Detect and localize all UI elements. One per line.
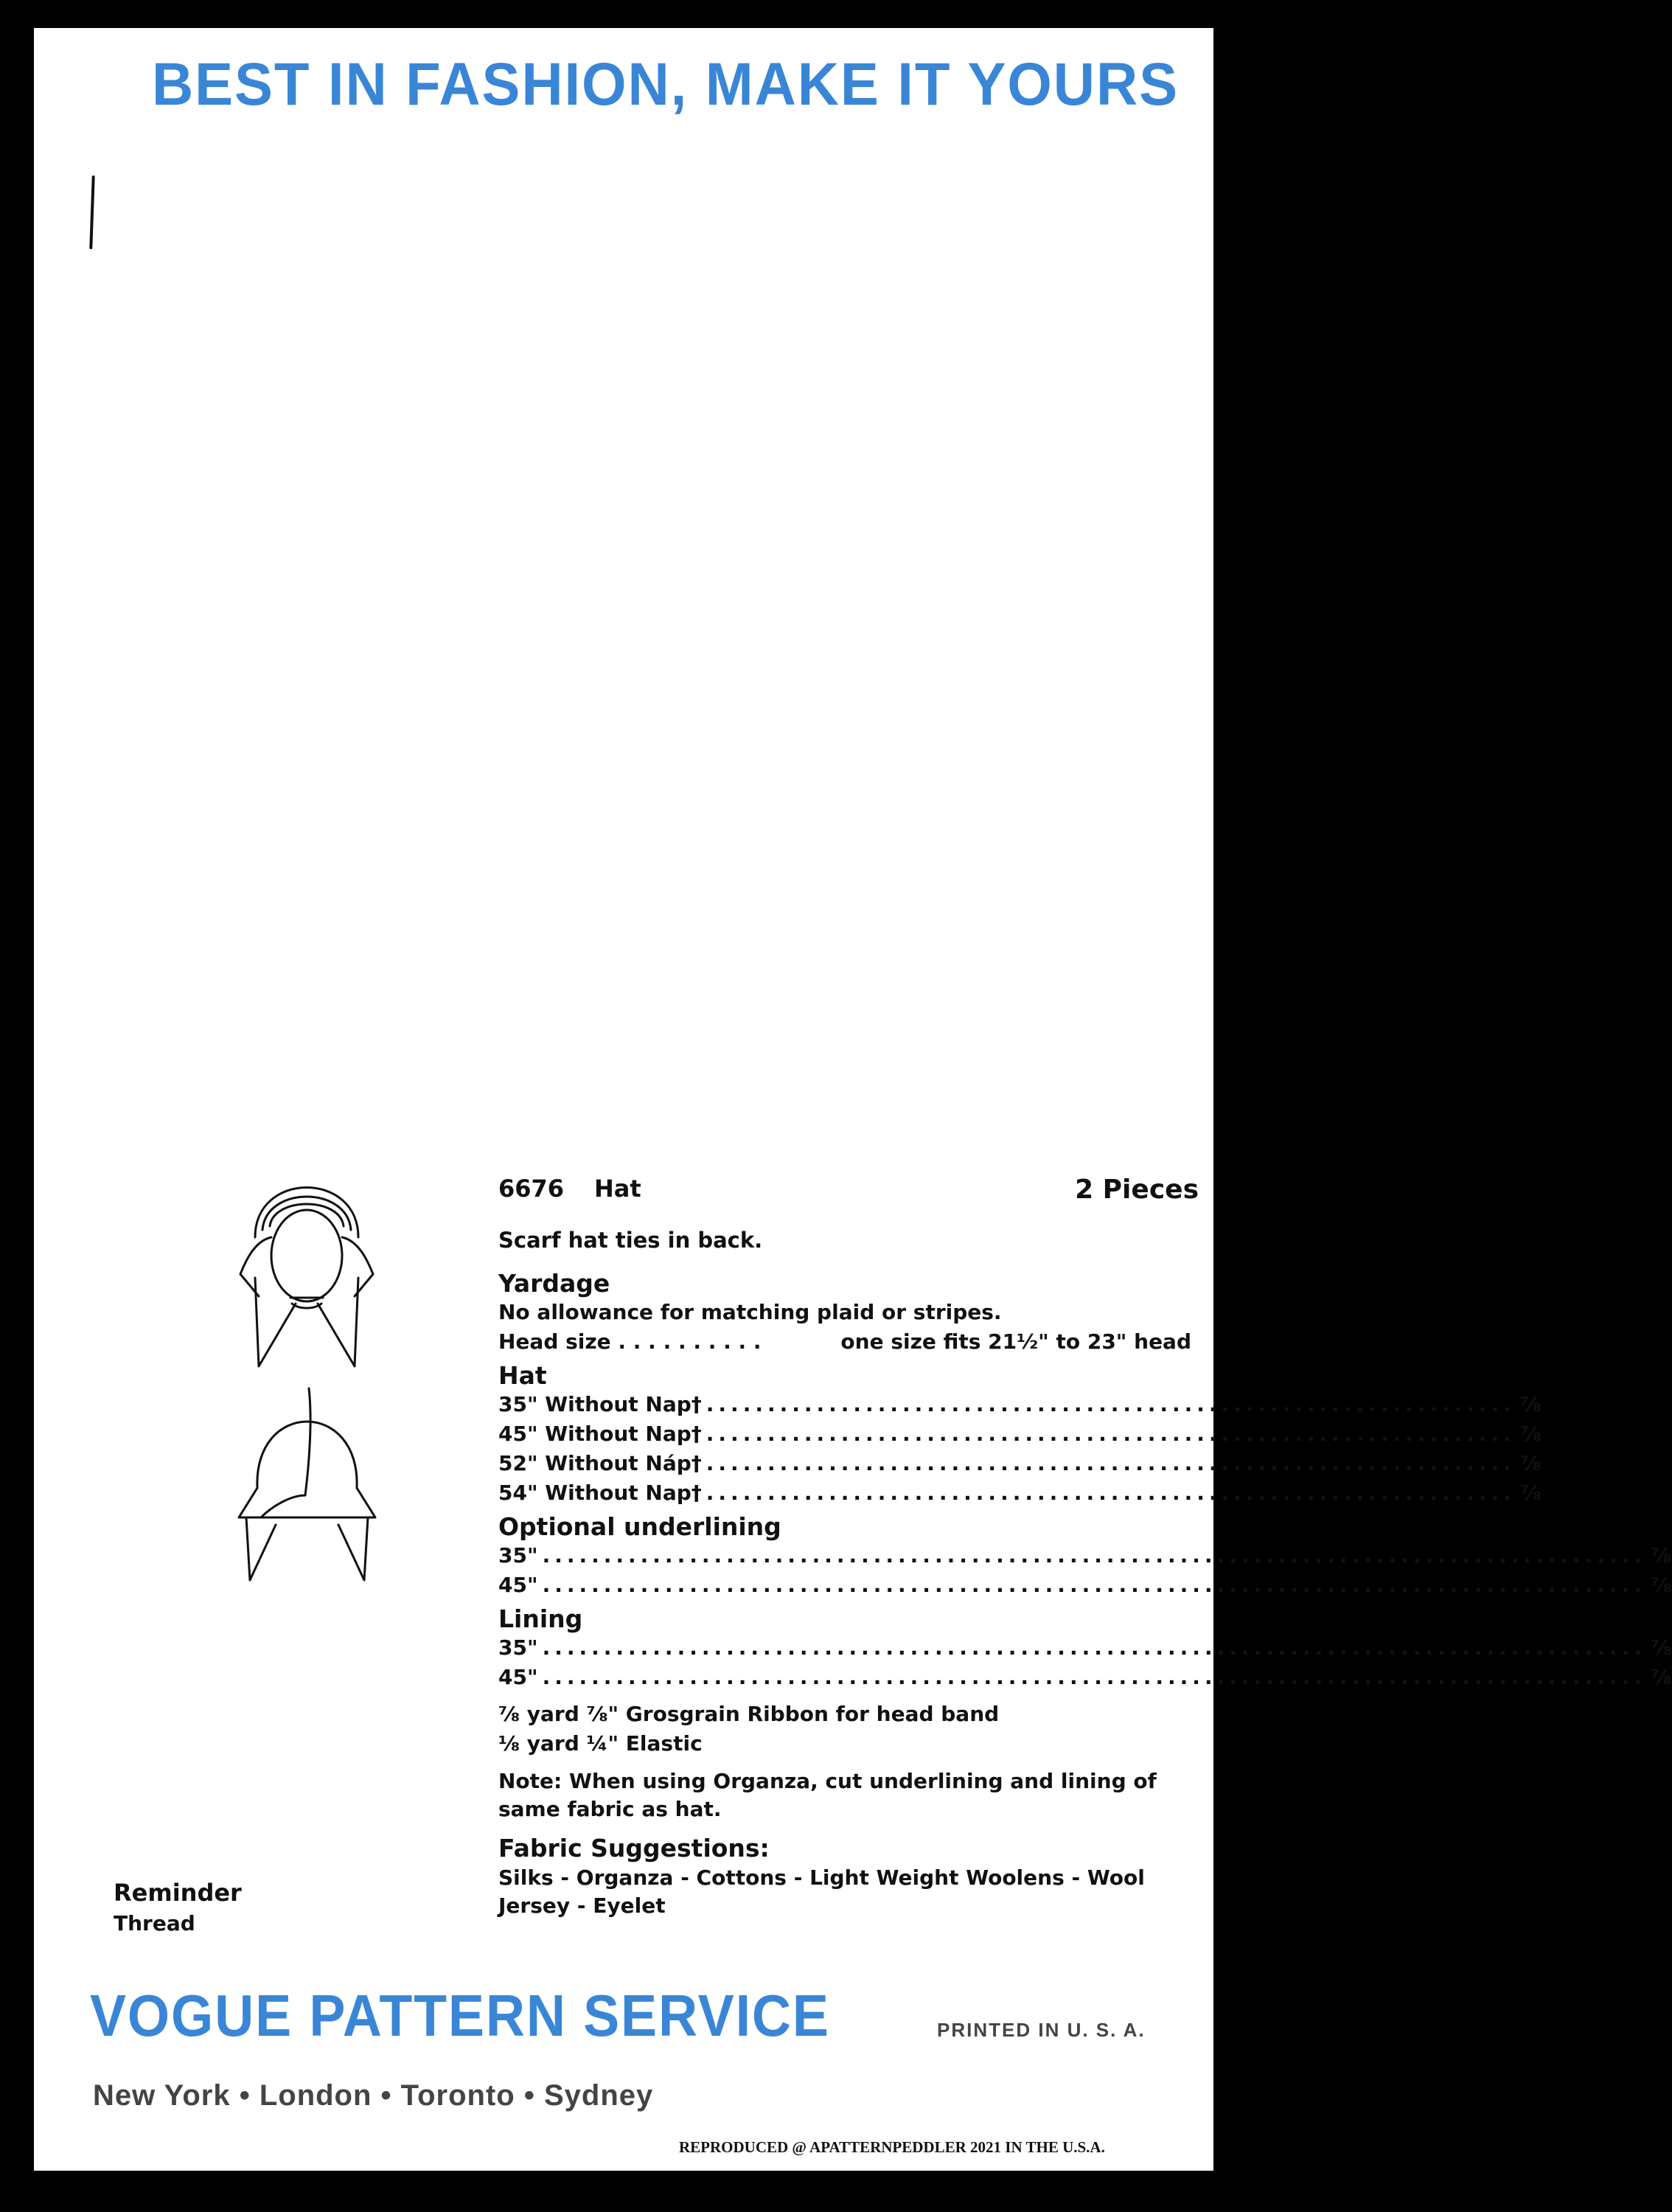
yardage-value: ⅞ (1650, 1635, 1672, 1660)
yardage-value: ⅞ (1519, 1392, 1542, 1416)
yardage-label: 35" (498, 1543, 538, 1568)
hat-front-sketch (226, 1156, 388, 1377)
head-size-label: Head size . . . . . . . . . . (498, 1329, 762, 1354)
yardage-row (498, 1663, 1672, 1692)
head-size-row (498, 1327, 1191, 1357)
brand-cities: New York • London • Toronto • Sydney (93, 2079, 654, 2112)
reminder-item: Thread (114, 1911, 195, 1935)
dot-leader: .......................................................................................... (542, 1665, 1646, 1689)
pattern-name: Hat (594, 1175, 641, 1203)
printed-in-label: PRINTED IN U. S. A. (937, 2019, 1146, 2041)
yardage-heading: Yardage (498, 1269, 610, 1298)
pen-mark (89, 175, 94, 249)
hat-heading: Hat (498, 1361, 547, 1390)
yardage-label: 45" Without Nap† (498, 1422, 702, 1446)
yardage-value: ⅞ (1650, 1573, 1672, 1597)
yardage-value: ⅞ (1519, 1451, 1542, 1475)
yardage-label: 35" Without Nap† (498, 1392, 702, 1416)
banner-headline: BEST IN FASHION, MAKE IT YOURS (152, 51, 1179, 118)
dot-leader: .................................................................. (706, 1392, 1516, 1416)
yardage-label: 45" (498, 1665, 538, 1689)
brand-title: VOGUE PATTERN SERVICE (90, 1983, 830, 2048)
yardage-row (498, 1419, 1542, 1449)
dot-leader: .......................................................................................... (542, 1635, 1646, 1660)
dot-leader: .................................................................. (706, 1451, 1516, 1475)
piece-count: 2 Pieces (1075, 1175, 1199, 1205)
yardage-label: 45" (498, 1573, 538, 1597)
yardage-row (498, 1478, 1542, 1508)
yardage-value: ⅞ (1519, 1422, 1542, 1446)
hat-back-sketch (231, 1377, 386, 1584)
reminder-block (114, 1877, 242, 1939)
dot-leader: .......................................................................................... (542, 1573, 1646, 1597)
head-size-value: one size fits 21½" to 23" head (840, 1329, 1191, 1354)
yardage-row (498, 1633, 1672, 1663)
yardage-value: ⅞ (1650, 1543, 1672, 1568)
yardage-label: 52" Without Náp† (498, 1451, 702, 1475)
title-row (498, 1175, 1199, 1211)
yardage-label: 35" (498, 1635, 538, 1660)
fabric-list: Silks - Organza - Cottons - Light Weight Woolens - Wool Jersey - Eyelet (498, 1865, 1145, 1918)
yardage-row (498, 1571, 1672, 1600)
yardage-row (498, 1541, 1672, 1571)
reproduction-credit: REPRODUCED @ APATTERNPEDDLER 2021 IN THE U.S.A. (679, 2138, 1105, 2156)
yardage-label: 54" Without Nap† (498, 1481, 702, 1505)
yardage-row (498, 1449, 1542, 1478)
yardage-value: ⅞ (1519, 1481, 1542, 1505)
lining-heading: Lining (498, 1604, 583, 1633)
organza-note: Note: When using Organza, cut underlining and lining of same fabric as hat. (498, 1769, 1157, 1821)
dot-leader: .................................................................. (706, 1481, 1516, 1505)
pattern-info (498, 1175, 1672, 1920)
dot-leader: .................................................................. (706, 1422, 1516, 1446)
dot-leader: .......................................................................................... (542, 1543, 1646, 1568)
underlining-heading: Optional underlining (498, 1512, 781, 1541)
yardage-value: ⅞ (1650, 1665, 1672, 1689)
fabric-heading: Fabric Suggestions: (498, 1834, 770, 1863)
pattern-envelope-back (34, 28, 1672, 2171)
allowance-note: No allowance for matching plaid or stripes. (498, 1300, 1002, 1324)
notion-ribbon: ⅞ yard ⅞" Grosgrain Ribbon for head band (498, 1702, 1000, 1726)
pattern-description: Scarf hat ties in back. (498, 1228, 763, 1253)
notion-elastic: ⅛ yard ¼" Elastic (498, 1731, 703, 1756)
reminder-title: Reminder (114, 1879, 242, 1907)
yardage-row (498, 1390, 1542, 1419)
pattern-number: 6676 (498, 1175, 565, 1203)
